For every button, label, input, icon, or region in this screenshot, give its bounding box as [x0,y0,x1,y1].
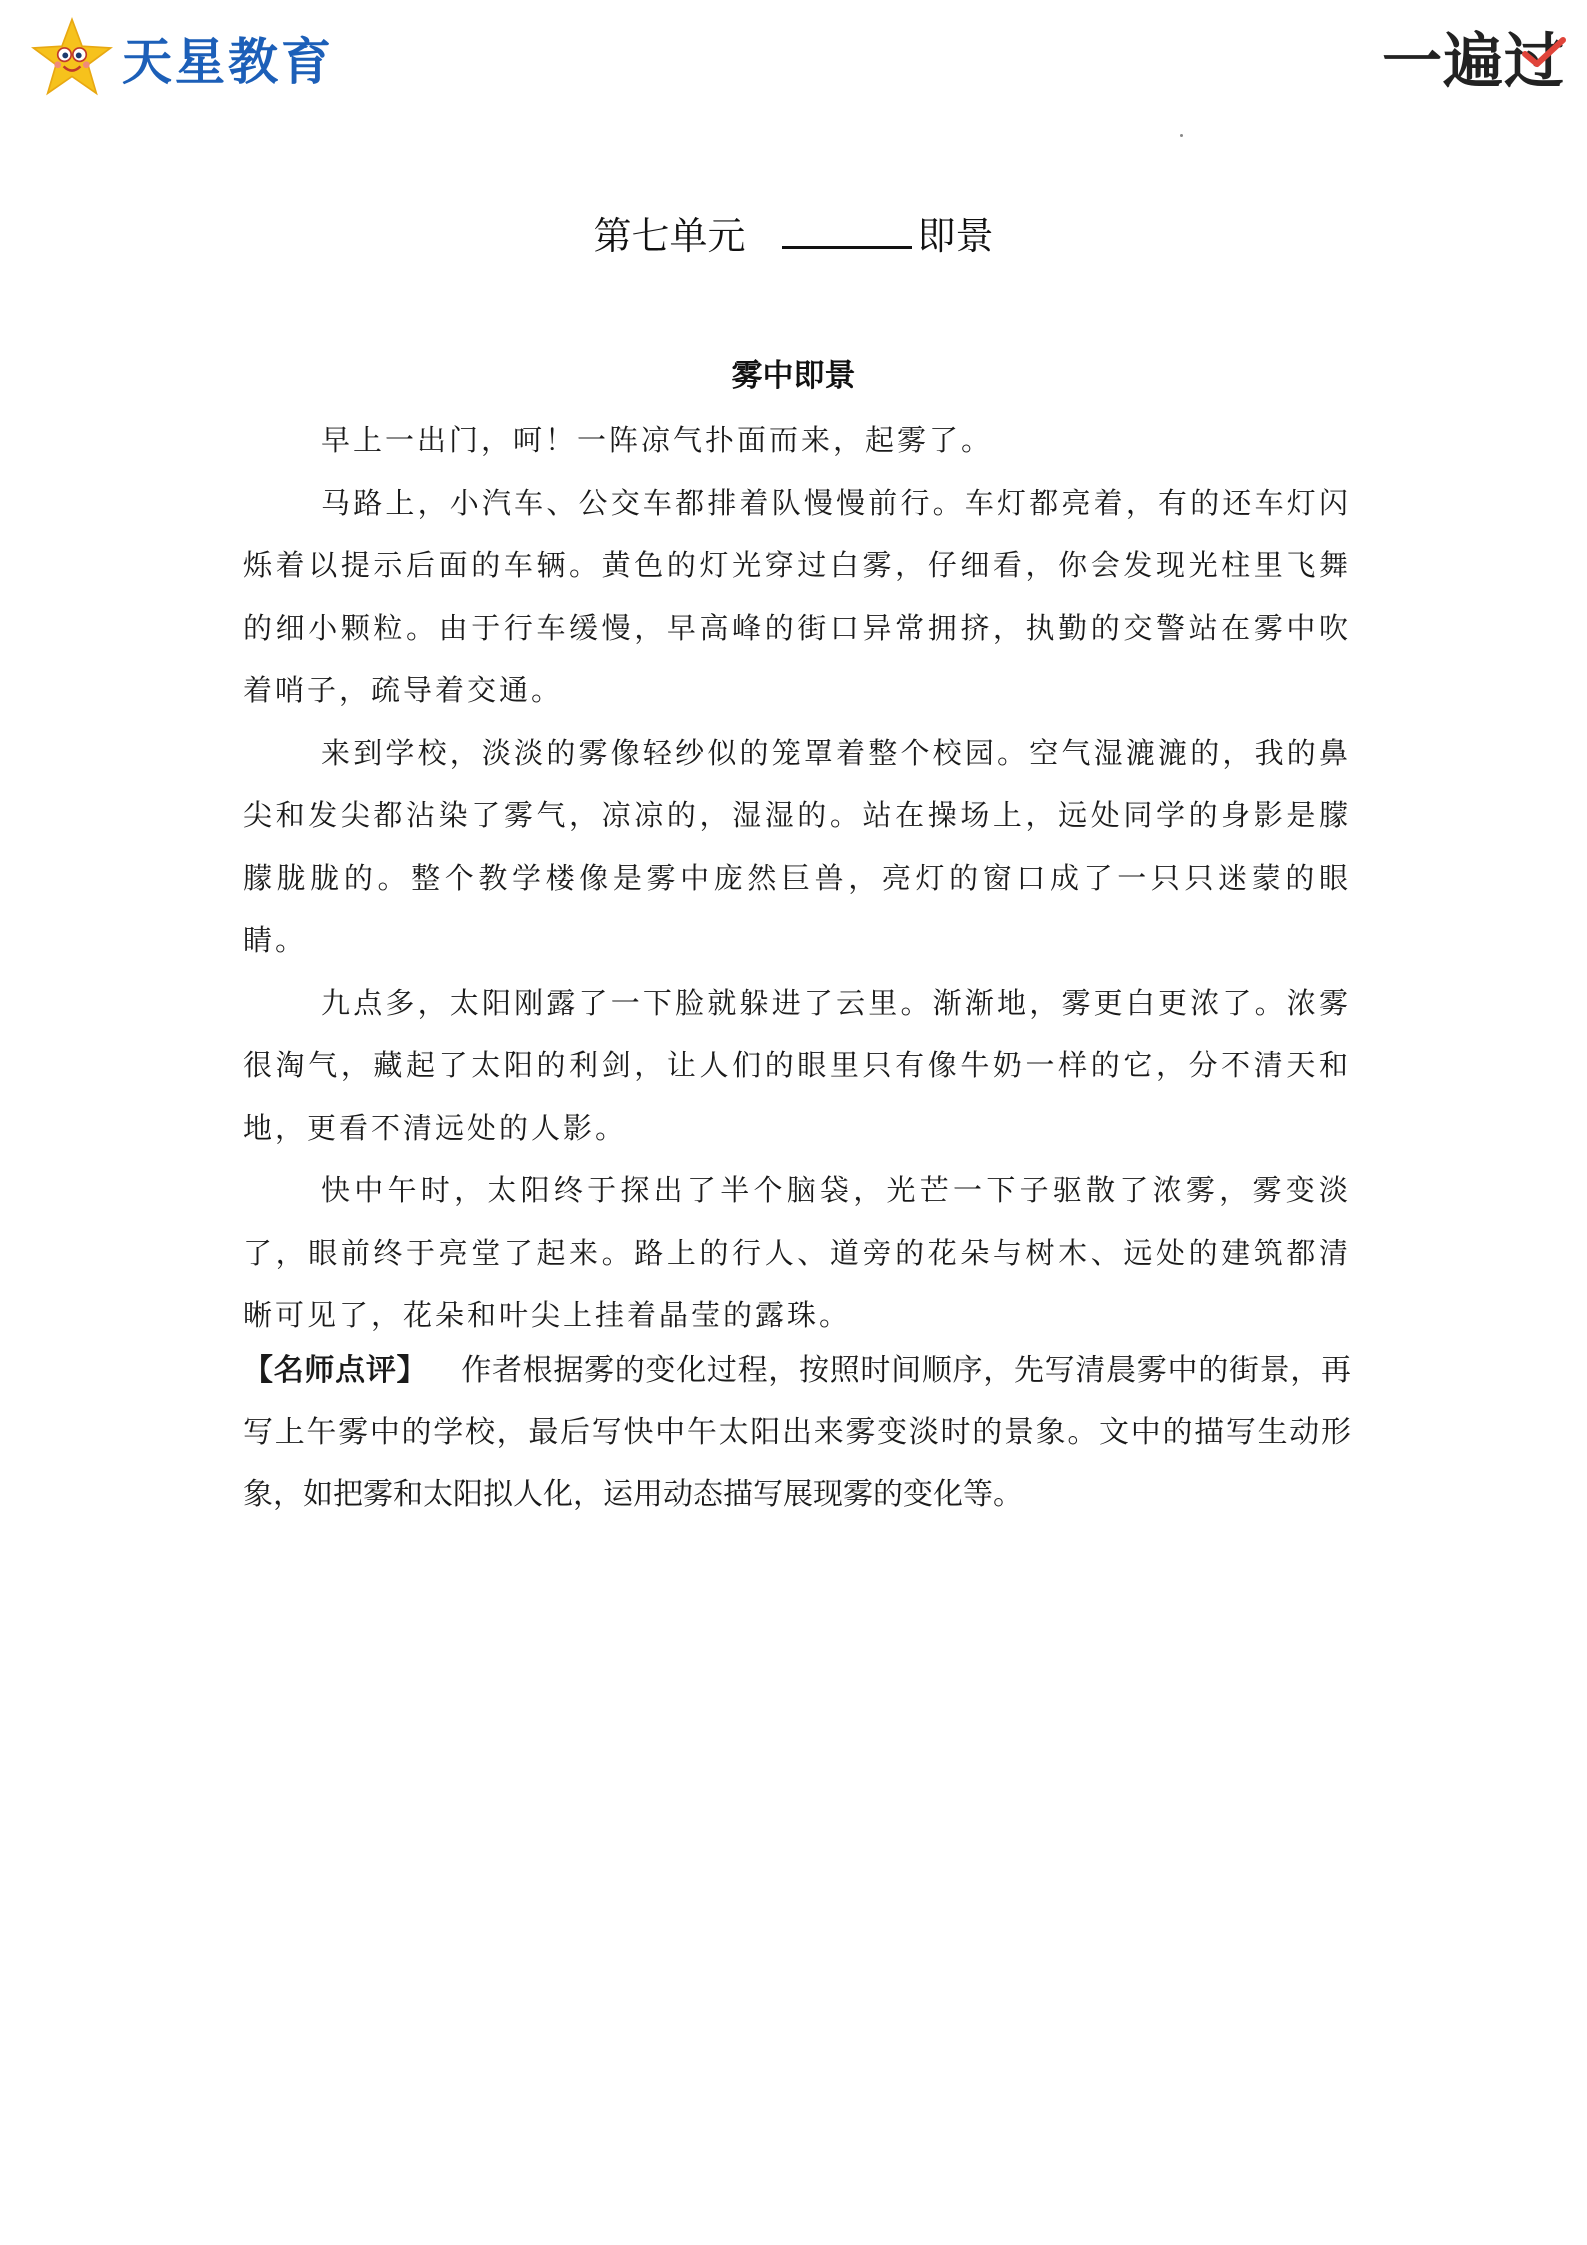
paragraph: 快中午时，太阳终于探出了半个脑袋，光芒一下子驱散了浓雾，雾变淡了，眼前终于亮堂了起来。路上的行人、道旁的花朵与树木、远处的建筑都清晰可见了，花朵和叶尖上挂着晶莹的露珠。 [243,1173,1351,1332]
series-logo [1382,14,1565,100]
brand-name: 天星教育 [122,33,334,91]
paragraph: 九点多，太阳刚露了一下脸就躲进了云里。渐渐地，雾更白更浓了。浓雾很淘气，藏起了太阳的利剑，让人们的眼里只有像牛奶一样的它，分不清天和地，更看不清远处的人影。 [243,985,1351,1145]
unit-title-prefix: 第七单元 [593,214,746,258]
unit-title [0,205,1587,260]
paragraph: 来到学校，淡淡的雾像轻纱似的笼罩着整个校园。空气湿漉漉的，我的鼻尖和发尖都沾染了雾气，凉凉的，湿湿的。站在操场上，远处同学的身影是朦朦胧胧的。整个教学楼像是雾中庞然巨兽，亮灯的窗口成了一只只迷蒙的眼睛。 [243,735,1351,957]
check-mark-icon [1521,36,1567,70]
series-logo-text: 一遍过 [1382,27,1565,97]
paragraph: 早上一出门，呵！一阵凉气扑面而来，起雾了。 [321,423,994,457]
decorative-dot [1180,134,1183,137]
article-body [243,409,1351,1347]
comment-tag: 【名师点评】 [243,1353,428,1388]
comment-text: 作者根据雾的变化过程，按照时间顺序，先写清晨雾中的街景，再写上午雾中的学校，最后写快中午太阳出来雾变淡时的景象。文中的描写生动形象，如把雾和太阳拟人化，运用动态描写展现雾的变化等。 [243,1353,1352,1512]
teacher-comment [243,1340,1351,1526]
paragraph: 马路上，小汽车、公交车都排着队慢慢前行。车灯都亮着，有的还车灯闪烁着以提示后面的车辆。黄色的灯光穿过白雾，仔细看，你会发现光柱里飞舞的细小颗粒。由于行车缓慢，早高峰的街口异常拥挤，执勤的交警站在雾中吹着哨子，疏导着交通。 [243,485,1351,707]
unit-title-suffix: 即景 [917,214,994,258]
page-header [0,0,1587,110]
fill-in-blank [782,216,912,249]
brand-logo [30,16,334,100]
article-title: 雾中即景 [731,358,856,394]
star-mascot-icon [30,16,114,100]
